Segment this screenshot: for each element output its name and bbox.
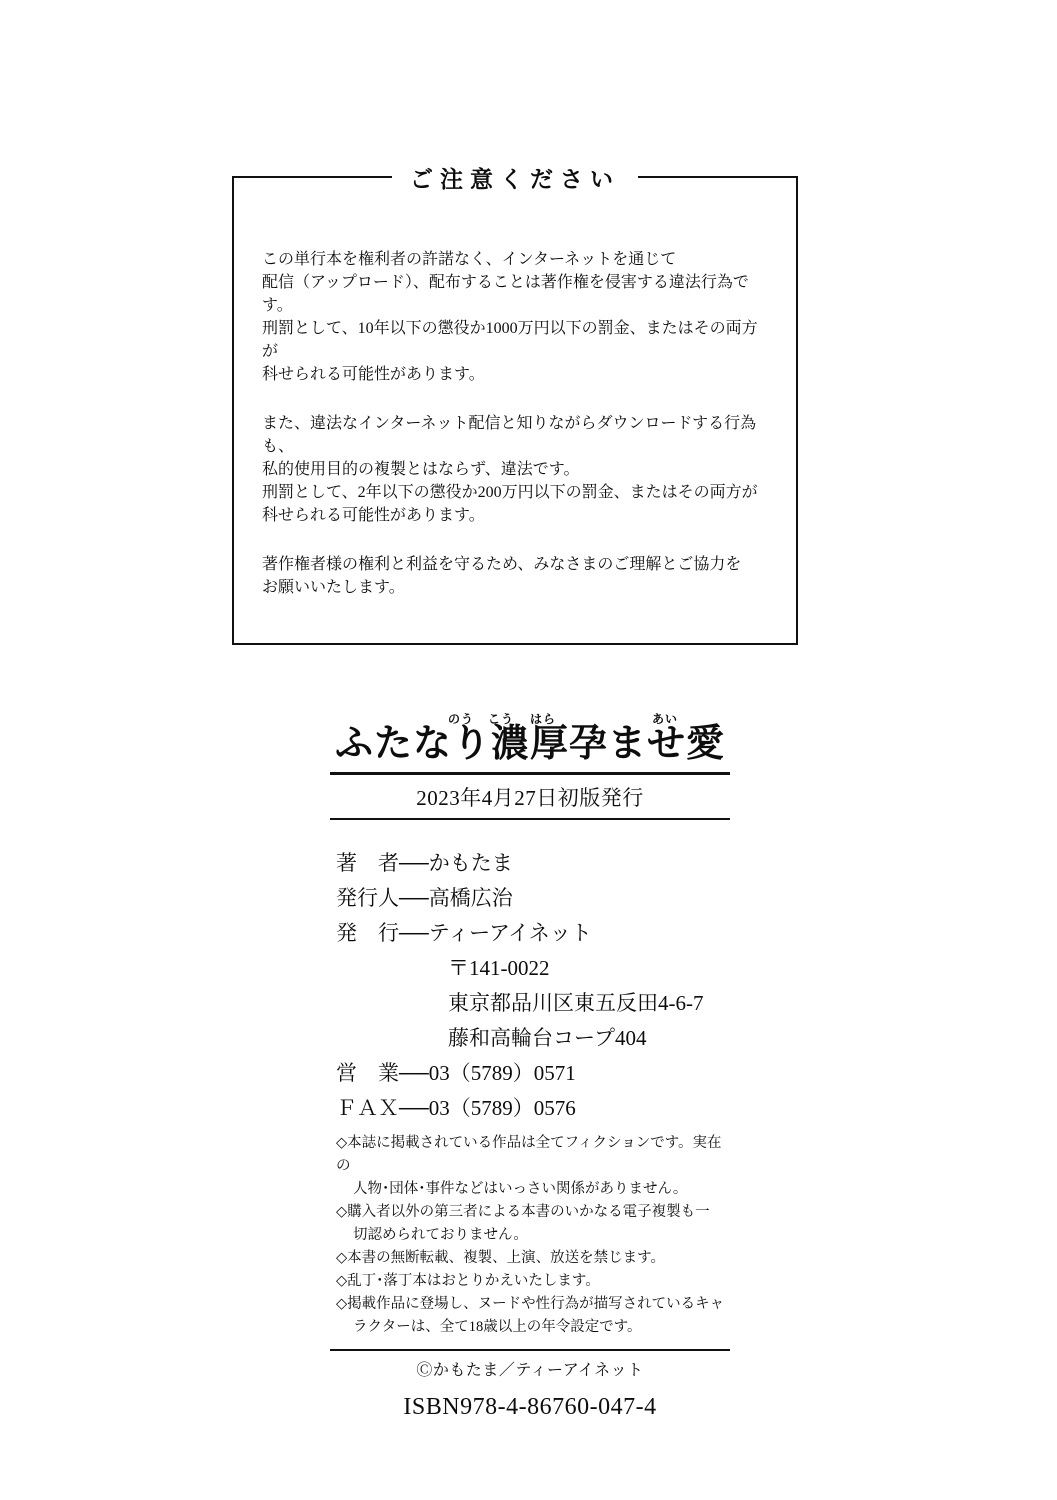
disclaimer-line: ◇掲載作品に登場し、ヌードや性行為が描写されているキャ xyxy=(336,1295,725,1312)
ruby-ai: あい xyxy=(652,712,679,726)
disclaimer-line: 切認められておりません。 xyxy=(353,1226,528,1243)
notice-line: 科せられる可能性があります。 xyxy=(262,366,485,383)
address-line-1: 東京都品川区東五反田4-6-7 xyxy=(448,990,704,1015)
ruby-nou: のう xyxy=(448,712,475,726)
disclaimer-line: 人物･団体･事件などはいっさい関係がありません。 xyxy=(353,1180,688,1197)
notice-line: 刑罰として、10年以下の懲役か1000万円以下の罰金、またはその両方が xyxy=(262,320,758,360)
notice-line: 科せられる可能性があります。 xyxy=(262,507,485,524)
credit-label: 著 者 xyxy=(336,850,399,875)
notice-line: 私的使用目的の複製とはならず、違法です。 xyxy=(262,461,580,478)
address-line-2: 藤和高輪台コープ404 xyxy=(448,1025,647,1050)
notice-line: この単行本を権利者の許諾なく、インターネットを通じて xyxy=(262,251,677,268)
notice-line: また、違法なインターネット配信と知りながらダウンロードする行為も、 xyxy=(262,415,757,455)
disclaimer-list xyxy=(330,1132,730,1339)
credit-value: ティーアイネット xyxy=(428,920,592,945)
notice-border-left xyxy=(232,177,234,194)
address-postal-code: 〒141-0022 xyxy=(448,955,550,980)
colophon xyxy=(330,710,730,1421)
notice-heading-text: ご注意ください xyxy=(410,165,620,192)
disclaimer-line: ラクターは、全て18歳以上の年令設定です。 xyxy=(353,1318,642,1335)
credit-row-author xyxy=(336,846,730,881)
credit-row-publisher-person xyxy=(336,881,730,916)
ruby-hara: はら xyxy=(530,712,557,726)
publication-date: 2023年4月27日初版発行 xyxy=(330,775,730,820)
contact-value: 03（5789）0576 xyxy=(428,1095,576,1120)
isbn-number: ISBN978-4-86760-047-4 xyxy=(403,1393,657,1420)
notice-rule-right xyxy=(638,176,798,178)
contact-dash: ── xyxy=(399,1095,429,1120)
credit-label: 発 行 xyxy=(336,920,399,945)
credit-dash: ── xyxy=(399,850,429,875)
disclaimer-line: ◇本誌に掲載されている作品は全てフィクションです。実在の xyxy=(336,1134,722,1174)
credit-dash: ── xyxy=(399,920,429,945)
disclaimer-line: ◇購入者以外の第三者による本書のいかなる電子複製も一 xyxy=(336,1203,710,1220)
contact-label: ＦＡＸ xyxy=(336,1095,399,1120)
disclaimer-line: ◇本書の無断転載、複製、上演、放送を禁じます。 xyxy=(336,1249,665,1266)
notice-line: 著作権者様の権利と利益を守るため、みなさまのご理解とご協力を xyxy=(262,556,742,573)
credit-dash: ── xyxy=(399,885,429,910)
disclaimer-item xyxy=(336,1201,730,1247)
disclaimer-item xyxy=(336,1270,730,1293)
disclaimer-line: ◇乱丁･落丁本はおとりかえいたします。 xyxy=(336,1272,600,1289)
notice-heading xyxy=(232,160,798,194)
book-title: ふたなり濃厚孕ませ愛 xyxy=(334,723,725,765)
contact-dash: ── xyxy=(399,1060,429,1085)
title-ruby-row xyxy=(330,710,730,726)
credit-value: かもたま xyxy=(428,850,513,875)
notice-line: 配信（アップロード）、配布することは著作権を侵害する違法行為です。 xyxy=(262,274,749,314)
notice-rule-left xyxy=(232,176,392,178)
copyright-line: Ⓒかもたま／ティーアイネット xyxy=(330,1349,730,1380)
notice-body xyxy=(232,194,798,645)
ruby-kou: こう xyxy=(488,712,515,726)
credits-list xyxy=(330,846,730,1126)
copyright-notice-panel xyxy=(232,160,798,645)
disclaimer-item xyxy=(336,1247,730,1270)
credit-value: 高橋広治 xyxy=(428,885,513,910)
contact-row-fax xyxy=(336,1091,730,1126)
notice-border-right xyxy=(796,177,798,194)
credit-label: 発行人 xyxy=(336,885,399,910)
contact-value: 03（5789）0571 xyxy=(428,1060,576,1085)
notice-line: 刑罰として、2年以下の懲役か200万円以下の罰金、またはその両方が xyxy=(262,484,758,501)
notice-line: お願いいたします。 xyxy=(262,579,405,596)
contact-label: 営 業 xyxy=(336,1060,399,1085)
disclaimer-item xyxy=(336,1293,730,1339)
title-block xyxy=(330,710,730,820)
credit-row-publisher xyxy=(336,916,730,951)
contact-row-sales xyxy=(336,1056,730,1091)
disclaimer-item xyxy=(336,1132,730,1201)
